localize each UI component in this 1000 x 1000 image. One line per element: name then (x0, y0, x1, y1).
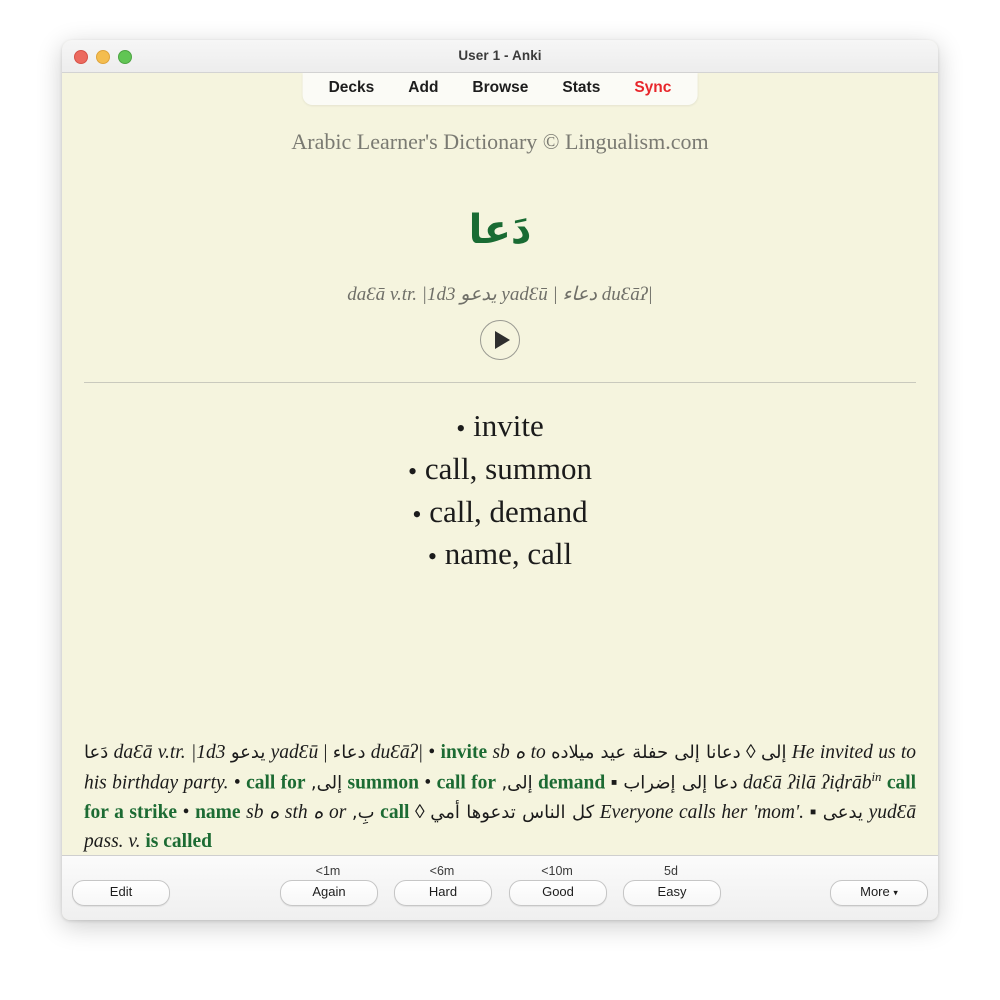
more-button[interactable] (830, 880, 928, 906)
headword-arabic: دَعا (468, 207, 532, 253)
sense-4-particle: بِ, (351, 801, 375, 823)
sense-3-gloss-alt: demand (538, 772, 606, 794)
toolbar-item-browse[interactable]: Browse (472, 79, 529, 96)
toolbar-item-add[interactable]: Add (408, 79, 439, 96)
entry-headword-translit: daƐā v.tr. (113, 742, 186, 763)
sense-4-gloss-alt: call (380, 801, 410, 823)
definition-item (62, 533, 938, 576)
sense-4-example-english: Everyone calls her 'mom'. (599, 801, 805, 823)
main-toolbar (303, 73, 698, 105)
sense-3-particle: إلى, (501, 772, 533, 794)
answer-bar (62, 855, 938, 920)
good-button[interactable]: Good (509, 880, 607, 906)
interval-good: <10m (541, 864, 573, 878)
bullet-icon: • (427, 542, 437, 572)
toolbar-item-sync[interactable]: Sync (634, 79, 672, 96)
sense-3-example-marker: ▪ (610, 772, 618, 794)
entry-imperfect-translit: yadƐū (270, 742, 319, 763)
sense-2-particle: إلى, (310, 772, 343, 794)
hard-button[interactable]: Hard (394, 880, 492, 906)
definition-item (62, 491, 938, 534)
chevron-down-icon: ▾ (893, 887, 898, 898)
sense-3-example-english: call for a strike (84, 772, 917, 823)
easy-button[interactable]: Easy (623, 880, 721, 906)
entry-form-code: |1d3 (190, 742, 226, 763)
sense-bullet-icon: • (233, 772, 241, 794)
sense-bullet-icon: • (424, 772, 432, 794)
definition-item (62, 405, 938, 448)
sense-3-example-arabic: دعا إلى إضراب (623, 772, 738, 794)
entry-imperfect-arabic: يدعو (230, 742, 266, 763)
definition-list (62, 405, 938, 576)
definition-item (62, 448, 938, 491)
interval-hard: <6m (429, 864, 455, 878)
toolbar-region (62, 73, 938, 107)
window-title: User 1 - Anki (458, 48, 542, 63)
window-titlebar (62, 40, 938, 73)
card-area (62, 129, 938, 879)
sense-bullet-icon: • (428, 742, 436, 763)
sense-1-example-arabic: دعانا إلى حفلة عيد ميلاده (551, 742, 741, 763)
sense-4-frame: sb ه sth ه or (246, 801, 347, 823)
play-audio-button[interactable] (480, 320, 520, 360)
sense-1-example-english: He invited us to his birthday party. (84, 742, 917, 794)
answer-divider (84, 382, 916, 383)
sense-5-gloss: is called (145, 831, 213, 853)
sense-3-gloss: call for (436, 772, 497, 794)
sense-4-gloss: name (195, 801, 241, 823)
sense-2-gloss-alt: summon (347, 772, 420, 794)
play-icon (495, 331, 510, 349)
sense-1-example-marker: ◊ (746, 742, 756, 763)
toolbar-item-stats[interactable]: Stats (562, 79, 601, 96)
headword-transliteration: daƐā v.tr. |1d3 يدعو yadƐū | دعاء duƐāʔ| (347, 284, 653, 305)
edit-button[interactable]: Edit (72, 880, 170, 906)
full-entry-paragraph: دَعا daƐā v.tr. |1d3 يدعو yadƐū | دعاء duƐāʔ| • invite sb ه to إلى ◊ دعانا إلى حفلة عيد ميلاده He invited us to his birthday party. • call for إلى, summon • call for إلى, demand ▪ دعا إلى إضراب daƐā ʔilā ʔiḍrāb$^{in}$ call for a strike • name sb ه sth ه or بِ, call ◊ كل الناس تدعوها أمي Everyone calls her 'mom'. ▪ يدعى yudƐā pass. v. is called (84, 742, 917, 853)
sense-3-example-translit: daƐā ʔilā ʔiḍrāb (742, 772, 872, 794)
dictionary-source: Arabic Learner's Dictionary © Lingualism.com (291, 129, 709, 154)
definition-text: invite (473, 408, 544, 443)
sense-1-frame: sb ه to (492, 742, 546, 763)
anki-window (62, 40, 938, 920)
toolbar-item-decks[interactable]: Decks (328, 79, 375, 96)
bullet-icon: • (456, 413, 466, 443)
more-button-label: More (860, 884, 890, 899)
sense-4-example-marker: ◊ (415, 801, 425, 823)
bullet-icon: • (408, 456, 418, 486)
sense-5-passive-arabic: يدعى (822, 801, 863, 823)
sense-5-passive-translit: yudƐā pass. v. (84, 801, 917, 853)
definition-text: call, demand (429, 493, 588, 529)
entry-headword-arabic: دَعا (84, 742, 109, 763)
again-button[interactable]: Again (280, 880, 378, 906)
sense-bullet-icon: • (182, 801, 190, 823)
sense-4-example-arabic: كل الناس تدعوها أمي (430, 801, 595, 823)
sense-3-example-superscript: in (871, 769, 882, 784)
interval-again: <1m (315, 864, 341, 878)
sense-2-gloss: call for (246, 772, 306, 794)
interval-easy: 5d (664, 864, 678, 878)
entry-masdar-arabic: دعاء (332, 742, 366, 763)
definition-text: name, call (444, 536, 573, 572)
definition-text: call, summon (424, 450, 592, 486)
sense-5-marker: ▪ (809, 801, 818, 823)
entry-masdar-translit: duƐāʔ| (370, 742, 424, 763)
sense-1-particle: إلى (760, 742, 787, 763)
bullet-icon: • (412, 499, 422, 529)
sense-1-gloss: invite (440, 742, 488, 763)
audio-row (62, 320, 938, 360)
